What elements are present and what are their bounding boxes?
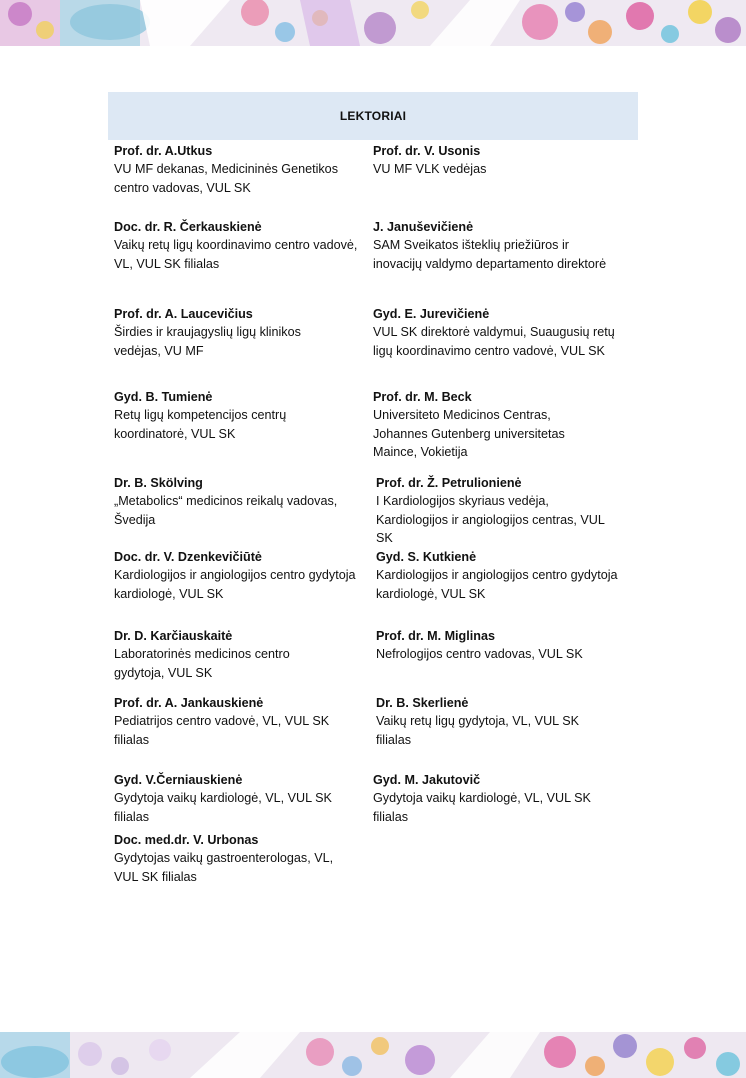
lecturer-position: Laboratorinės medicinos centro gydytoja, VUL SK — [114, 647, 290, 680]
lecturer-name: Gyd. S. Kutkienė — [376, 550, 477, 564]
lecturer-name: Doc. med.dr. V. Urbonas — [114, 833, 259, 847]
lecturer-entry — [114, 218, 364, 273]
lecturer-entry — [114, 694, 354, 749]
lecturer-name: Gyd. B. Tumienė — [114, 390, 213, 404]
section-title: LEKTORIAI — [339, 109, 407, 123]
lecturer-position: VUL SK direktorė valdymui, Suaugusių retų ligų koordinavimo centro vadovė, VUL SK — [373, 325, 615, 358]
lecturer-entry — [373, 771, 613, 826]
lecturer-name: Prof. dr. V. Usonis — [373, 144, 481, 158]
lecturer-position: Pediatrijos centro vadovė, VL, VUL SK filialas — [114, 714, 330, 747]
lecturer-position: Gydytoja vaikų kardiologė, VL, VUL SK filialas — [114, 791, 332, 824]
lecturer-position: I Kardiologijos skyriaus vedėja, Kardiologijos ir angiologijos centras, VUL SK — [376, 494, 605, 545]
lecturer-name: Prof. dr. A.Utkus — [114, 144, 213, 158]
lecturer-entry — [114, 771, 354, 826]
lecturer-entry — [373, 142, 623, 179]
lecturer-entry — [376, 627, 626, 664]
lecturer-name: J. Januševičienė — [373, 220, 474, 234]
lecturer-name: Prof. dr. A. Laucevičius — [114, 307, 253, 321]
lecturer-position: Kardiologijos ir angiologijos centro gydytoja kardiologė, VUL SK — [114, 568, 356, 601]
decorative-top-banner — [0, 0, 746, 46]
lecturer-position: Nefrologijos centro vadovas, VUL SK — [376, 647, 583, 662]
lecturer-name: Dr. B. Skölving — [114, 476, 203, 490]
lecturer-name: Dr. D. Karčiauskaitė — [114, 629, 233, 643]
lecturer-entry — [373, 218, 618, 273]
lecturer-position: Retų ligų kompetencijos centrų koordinatorė, VUL SK — [114, 408, 287, 441]
lecturer-name: Gyd. E. Jurevičienė — [373, 307, 490, 321]
lecturer-position: Kardiologijos ir angiologijos centro gydytoja kardiologė, VUL SK — [376, 568, 618, 601]
lecturer-name: Prof. dr. M. Beck — [373, 390, 472, 404]
lecturer-position: Universiteto Medicinos Centras, Johannes Gutenberg universitetas Maince, Vokietija — [373, 408, 565, 459]
lecturer-name: Gyd. V.Černiauskienė — [114, 773, 243, 787]
lecturer-entry — [114, 548, 364, 603]
lecturer-position: VU MF VLK vedėjas — [373, 162, 487, 177]
lecturer-entry — [114, 388, 334, 443]
lecturer-entry — [114, 305, 344, 360]
lecturer-position: Gydytojas vaikų gastroenterologas, VL, VUL SK filialas — [114, 851, 334, 884]
lecturer-entry — [373, 388, 608, 461]
lecturer-position: SAM Sveikatos išteklių priežiūros ir inovacijų valdymo departamento direktorė — [373, 238, 607, 271]
lecturer-entry — [114, 627, 339, 682]
lecturer-position: Vaikų retų ligų gydytoja, VL, VUL SK filialas — [376, 714, 580, 747]
lecturer-position: Gydytoja vaikų kardiologė, VL, VUL SK filialas — [373, 791, 591, 824]
lecturer-name: Gyd. M. Jakutovič — [373, 773, 481, 787]
lecturer-position: Širdies ir kraujagyslių ligų klinikos vedėjas, VU MF — [114, 325, 301, 358]
lecturer-entry — [373, 305, 623, 360]
lecturer-name: Prof. dr. A. Jankauskienė — [114, 696, 264, 710]
lecturer-position: Vaikų retų ligų koordinavimo centro vadovė, VL, VUL SK filialas — [114, 238, 358, 271]
lecturer-entry — [376, 548, 626, 603]
lecturer-name: Prof. dr. M. Miglinas — [376, 629, 495, 643]
lecturer-entry — [376, 474, 611, 547]
lecturer-entry — [114, 474, 344, 529]
lecturer-position: VU MF dekanas, Medicininės Genetikos centro vadovas, VUL SK — [114, 162, 338, 195]
decorative-bottom-banner — [0, 1032, 746, 1078]
section-header — [108, 92, 638, 140]
lecturer-name: Dr. B. Skerlienė — [376, 696, 469, 710]
lecturer-entry — [114, 831, 359, 886]
lecturer-position: „Metabolics“ medicinos reikalų vadovas, Švedija — [114, 494, 338, 527]
lecturer-entry — [114, 142, 364, 197]
lecturer-name: Doc. dr. V. Dzenkevičiūtė — [114, 550, 262, 564]
lecturer-name: Doc. dr. R. Čerkauskienė — [114, 220, 262, 234]
lecturer-entry — [376, 694, 606, 749]
lecturer-name: Prof. dr. Ž. Petrulionienė — [376, 476, 522, 490]
